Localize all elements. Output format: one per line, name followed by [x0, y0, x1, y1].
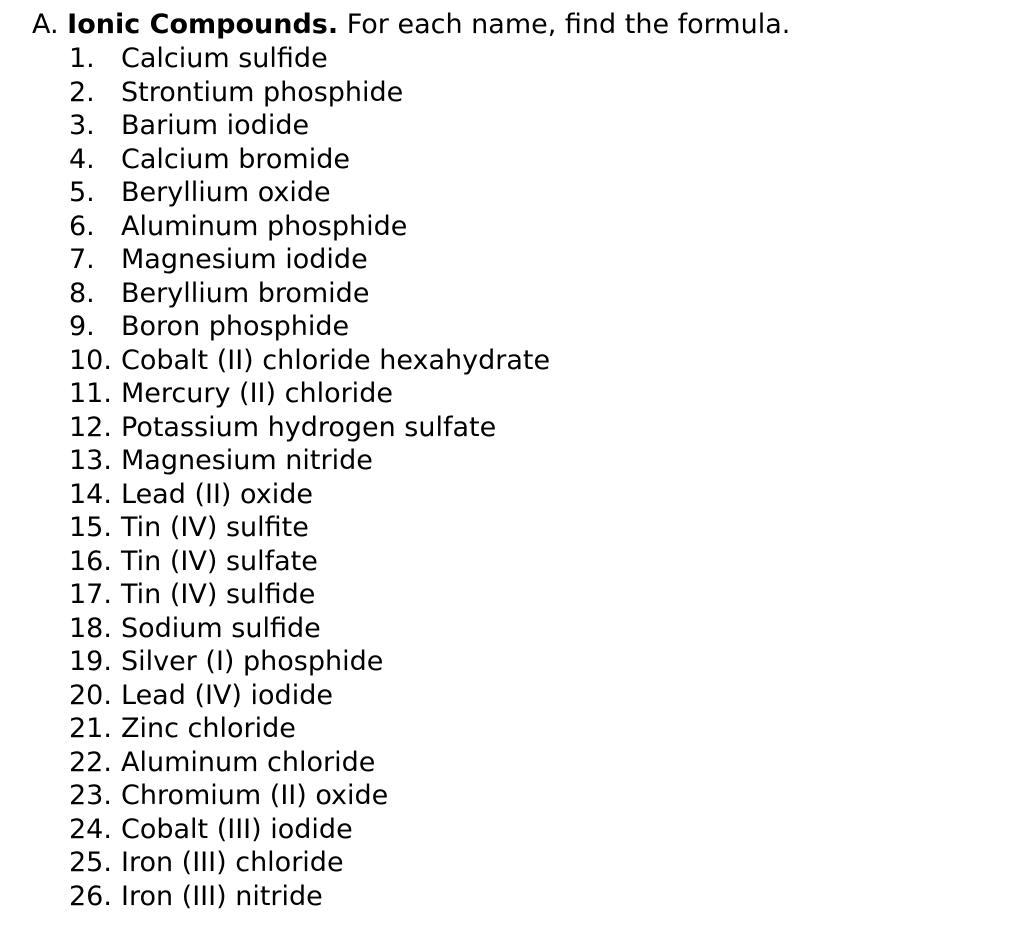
- list-item: [69, 511, 790, 545]
- item-number: 16.: [69, 545, 112, 577]
- list-item: [69, 846, 790, 880]
- list-item: [69, 344, 790, 378]
- compound-name: Tin (IV) sulfite: [121, 512, 309, 543]
- compound-name: Silver (I) phosphide: [121, 646, 384, 677]
- list-item: [69, 578, 790, 612]
- compound-list: [32, 42, 790, 913]
- list-item: [69, 478, 790, 512]
- item-number: 8.: [69, 277, 95, 309]
- item-number: 22.: [69, 746, 112, 778]
- list-item: [69, 210, 790, 244]
- list-item: [69, 277, 790, 311]
- item-number: 18.: [69, 612, 112, 644]
- item-number: 20.: [69, 679, 112, 711]
- item-number: 17.: [69, 579, 112, 610]
- compound-name: Aluminum chloride: [121, 746, 376, 778]
- list-item: [69, 746, 790, 780]
- compound-name: Boron phosphide: [121, 311, 350, 342]
- compound-name: Aluminum phosphide: [121, 210, 408, 242]
- item-number: 25.: [69, 847, 112, 878]
- item-number: 12.: [69, 411, 112, 443]
- item-number: 15.: [69, 512, 112, 543]
- item-number: 5.: [69, 177, 95, 208]
- compound-name: Mercury (II) chloride: [121, 378, 393, 409]
- item-number: 14.: [69, 478, 112, 510]
- list-item: [69, 545, 790, 579]
- compound-name: Cobalt (III) iodide: [121, 813, 353, 845]
- list-item: [69, 377, 790, 411]
- item-number: 3.: [69, 110, 95, 141]
- section-title: Ionic Compounds.: [67, 9, 339, 40]
- item-number: 11.: [69, 378, 112, 409]
- list-item: [69, 779, 790, 813]
- compound-name: Barium iodide: [121, 110, 310, 141]
- compound-name: Cobalt (II) chloride hexahydrate: [121, 344, 551, 376]
- list-item: [69, 880, 790, 914]
- compound-name: Sodium sulfide: [121, 612, 321, 644]
- list-item: [69, 143, 790, 177]
- compound-name: Lead (II) oxide: [121, 478, 313, 510]
- item-number: 24.: [69, 813, 112, 845]
- list-item: [69, 310, 790, 344]
- item-number: 21.: [69, 713, 112, 744]
- list-item: [69, 76, 790, 110]
- compound-name: Tin (IV) sulfide: [121, 579, 316, 610]
- item-number: 13.: [69, 445, 112, 476]
- compound-name: Lead (IV) iodide: [121, 679, 333, 711]
- section-instruction: For each name, find the formula.: [338, 9, 791, 40]
- item-number: 4.: [69, 143, 95, 175]
- list-item: [69, 444, 790, 478]
- compound-name: Calcium bromide: [121, 143, 350, 175]
- item-number: 26.: [69, 880, 112, 912]
- compound-name: Tin (IV) sulfate: [121, 545, 318, 577]
- list-item: [69, 42, 790, 76]
- list-item: [69, 813, 790, 847]
- compound-name: Magnesium nitride: [121, 445, 373, 476]
- item-number: 23.: [69, 780, 112, 811]
- list-item: [69, 679, 790, 713]
- list-item: [69, 612, 790, 646]
- item-number: 6.: [69, 210, 95, 242]
- item-number: 2.: [69, 76, 95, 108]
- list-item: [69, 243, 790, 277]
- section-letter: A.: [32, 9, 68, 40]
- compound-name: Calcium sulfide: [121, 43, 328, 74]
- compound-name: Iron (III) chloride: [121, 847, 344, 878]
- compound-name: Chromium (II) oxide: [121, 780, 389, 811]
- compound-name: Beryllium bromide: [121, 277, 370, 309]
- compound-name: Zinc chloride: [121, 713, 296, 744]
- item-number: 1.: [69, 43, 95, 74]
- compound-name: Strontium phosphide: [121, 76, 404, 108]
- compound-name: Magnesium iodide: [121, 244, 368, 275]
- list-item: [69, 645, 790, 679]
- list-item: [69, 411, 790, 445]
- item-number: 7.: [69, 244, 95, 275]
- item-number: 10.: [69, 344, 112, 376]
- item-number: 19.: [69, 646, 112, 677]
- item-number: 9.: [69, 311, 95, 342]
- section-heading: [32, 8, 790, 42]
- list-item: [69, 176, 790, 210]
- list-item: [69, 712, 790, 746]
- compound-name: Beryllium oxide: [121, 177, 331, 208]
- compound-name: Potassium hydrogen sulfate: [121, 411, 497, 443]
- worksheet-section: [32, 8, 790, 913]
- list-item: [69, 109, 790, 143]
- compound-name: Iron (III) nitride: [121, 880, 323, 912]
